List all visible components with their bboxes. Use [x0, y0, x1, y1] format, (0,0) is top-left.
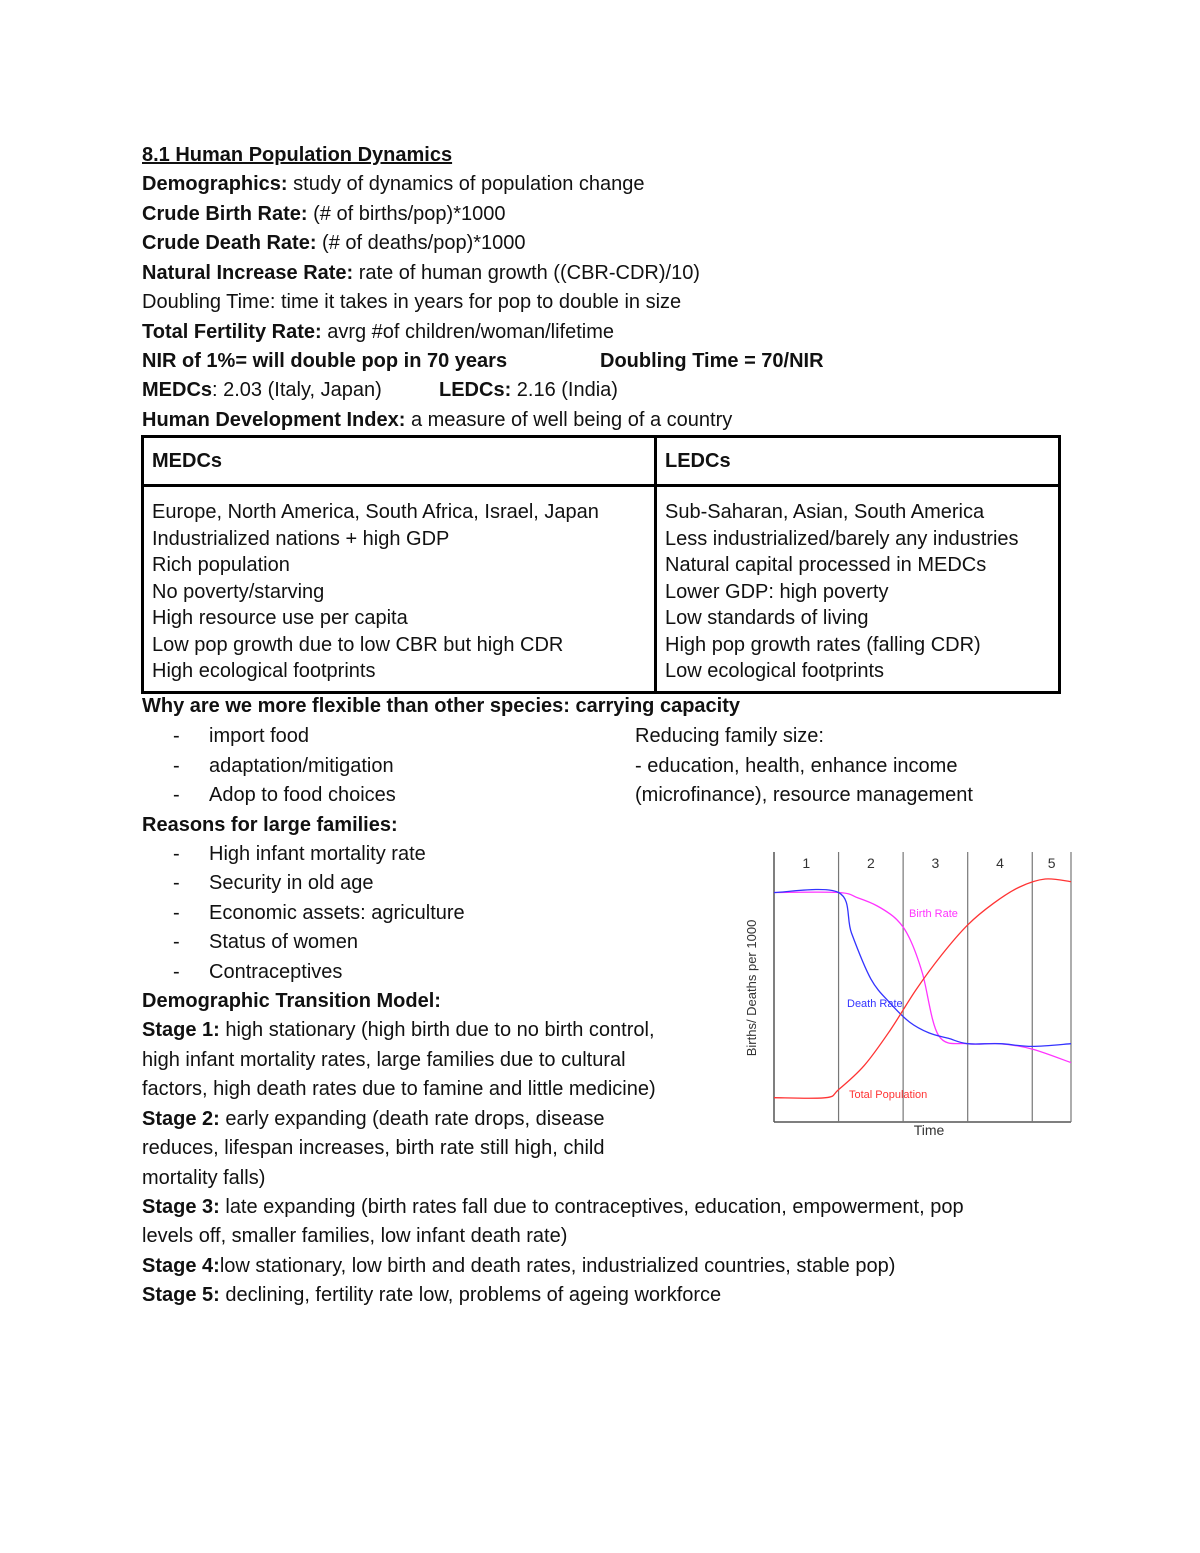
- medcs-fertility: [142, 378, 382, 402]
- page-title: 8.1 Human Population Dynamics: [142, 144, 453, 166]
- stage-number-label: 4: [996, 855, 1004, 871]
- term: LEDCs:: [439, 379, 512, 401]
- heading-text: Demographic Transition Model:: [142, 990, 441, 1012]
- term: Crude Death Rate:: [142, 232, 317, 254]
- table-row: [143, 486, 1060, 693]
- definition-text: study of dynamics of population change: [287, 173, 645, 195]
- list-item: Sub-Saharan, Asian, South America: [665, 501, 985, 523]
- flexible-heading: [142, 694, 740, 718]
- stage-number-label: 2: [866, 855, 875, 871]
- list-item-text: Adop to food choices: [209, 784, 396, 806]
- list-item: Europe, North America, South Africa, Israel, Japan: [152, 501, 599, 523]
- definition-demographics: [142, 172, 645, 196]
- stage-text: declining, fertility rate low, problems of ageing workforce: [219, 1284, 722, 1306]
- doubling-time-formula: [600, 349, 824, 373]
- stage-labels: [802, 855, 1055, 871]
- definition-text: (# of deaths/pop)*1000: [316, 232, 526, 254]
- definition-text: a measure of well being of a country: [405, 409, 733, 431]
- list-item: Natural capital processed in MEDCs: [665, 554, 987, 576]
- medcs-ledcs-table: [141, 435, 1061, 694]
- list-item: Rich population: [152, 554, 290, 576]
- stage-1-line: factors, high death rates due to famine and little medicine): [142, 1078, 656, 1100]
- list-item: High pop growth rates (falling CDR): [665, 633, 981, 656]
- list-item-text: Contraceptives: [209, 961, 343, 983]
- list-item-text: Status of women: [209, 931, 358, 953]
- death-rate-label: Death Rate: [847, 998, 903, 1010]
- demographic-transition-chart: [744, 848, 1078, 1143]
- stage-1-line: high infant mortality rates, large families due to cultural: [142, 1049, 626, 1071]
- list-item-text: import food: [209, 725, 310, 747]
- stage-label: Stage 1:: [142, 1019, 220, 1041]
- term: Human Development Index:: [142, 409, 406, 431]
- header-ledcs: LEDCs: [656, 437, 1060, 486]
- definition-text: (# of births/pop)*1000: [307, 203, 506, 225]
- reducing-family-item: - education, health, enhance income: [635, 755, 958, 777]
- definition-natural-increase-rate: [142, 261, 700, 285]
- list-item-text: High infant mortality rate: [209, 843, 426, 865]
- stage-text: early expanding (death rate drops, disease: [219, 1108, 605, 1130]
- birth-rate-label: Birth Rate: [909, 908, 958, 920]
- dash-bullet: -: [173, 872, 180, 894]
- dash-bullet: -: [173, 725, 180, 747]
- reducing-family-item: (microfinance), resource management: [635, 784, 973, 806]
- stage-2-line: mortality falls): [142, 1167, 266, 1189]
- list-item: Industrialized nations + high GDP: [152, 527, 450, 550]
- nir-left: NIR of 1%= will double pop in 70 years: [142, 350, 508, 372]
- dash-bullet: -: [173, 843, 180, 865]
- heading-text: Reasons for large families:: [142, 814, 398, 836]
- table-header-row: [143, 437, 1060, 486]
- total-population-label: Total Population: [849, 1089, 928, 1101]
- heading-text: Why are we more flexible than other species: carrying capacity: [142, 695, 740, 717]
- stage-2-line: reduces, lifespan increases, birth rate still high, child: [142, 1137, 605, 1159]
- dash-bullet: -: [173, 961, 180, 983]
- y-axis-label: Births/ Deaths per 1000: [744, 919, 759, 1057]
- list-item-text: Economic assets: agriculture: [209, 902, 465, 924]
- nir-right: Doubling Time = 70/NIR: [600, 350, 824, 372]
- stage-text: high stationary (high birth due to no birth control,: [219, 1019, 655, 1041]
- dash-bullet: -: [173, 755, 180, 777]
- definition-text: rate of human growth ((CBR-CDR)/10): [353, 262, 700, 284]
- list-item: Low ecological footprints: [665, 660, 885, 682]
- medcs-cell: [143, 486, 656, 693]
- large-families-heading: [142, 813, 398, 837]
- definition-text: : 2.03 (Italy, Japan): [212, 379, 382, 401]
- list-item: No poverty/starving: [152, 580, 325, 603]
- term: Demographics:: [142, 173, 288, 195]
- definition-crude-death-rate: [142, 231, 526, 255]
- list-item: Lower GDP: high poverty: [665, 580, 889, 603]
- list-item: High ecological footprints: [152, 660, 376, 682]
- list-item: Low pop growth due to low CBR but high CDR: [152, 633, 564, 656]
- x-axis-label: Time: [913, 1122, 945, 1138]
- term: Total Fertility Rate:: [142, 321, 322, 343]
- ledcs-cell: [656, 486, 1060, 693]
- dtm-heading: [142, 989, 441, 1013]
- stage-label: Stage 4:: [142, 1255, 220, 1277]
- stage-number-label: 1: [802, 855, 811, 871]
- dash-bullet: -: [173, 784, 180, 806]
- list-item: Low standards of living: [665, 607, 869, 629]
- stage-label: Stage 2:: [142, 1108, 220, 1130]
- list-item: Less industrialized/barely any industries: [665, 527, 1019, 550]
- stage-3-line: levels off, smaller families, low infant death rate): [142, 1225, 568, 1247]
- dash-bullet: -: [173, 931, 180, 953]
- stage-number-label: 3: [931, 855, 940, 871]
- definition-doubling-time: Doubling Time: time it takes in years for pop to double in size: [142, 291, 682, 313]
- definition-total-fertility-rate: [142, 320, 614, 344]
- term: Natural Increase Rate:: [142, 262, 354, 284]
- definition-hdi: [142, 408, 732, 432]
- definition-text: 2.16 (India): [511, 379, 618, 401]
- nir-statement: [142, 349, 507, 373]
- stage-5-line: [142, 1283, 721, 1307]
- stage-label: Stage 3:: [142, 1196, 220, 1218]
- reducing-family-heading: Reducing family size:: [635, 725, 824, 747]
- header-medcs: MEDCs: [143, 437, 656, 486]
- stage-label: Stage 5:: [142, 1284, 220, 1306]
- stage-number-label: 5: [1047, 855, 1056, 871]
- definition-text: avrg #of children/woman/lifetime: [321, 321, 615, 343]
- definition-crude-birth-rate: [142, 202, 505, 226]
- stage-4-line: [142, 1254, 895, 1278]
- ledcs-fertility: [439, 378, 618, 402]
- stage-dividers: [839, 852, 1071, 1122]
- stage-text: low stationary, low birth and death rates, industrialized countries, stable pop): [219, 1255, 896, 1277]
- list-item: High resource use per capita: [152, 607, 408, 629]
- stage-text: late expanding (birth rates fall due to contraceptives, education, empowerment, pop: [219, 1196, 964, 1218]
- term: Crude Birth Rate:: [142, 203, 308, 225]
- stage-2-line: [142, 1107, 605, 1131]
- term: MEDCs: [142, 379, 213, 401]
- list-item-text: Security in old age: [209, 872, 374, 894]
- list-item-text: adaptation/mitigation: [209, 755, 394, 777]
- stage-1-line: [142, 1018, 655, 1042]
- dash-bullet: -: [173, 902, 180, 924]
- stage-3-line: [142, 1195, 964, 1219]
